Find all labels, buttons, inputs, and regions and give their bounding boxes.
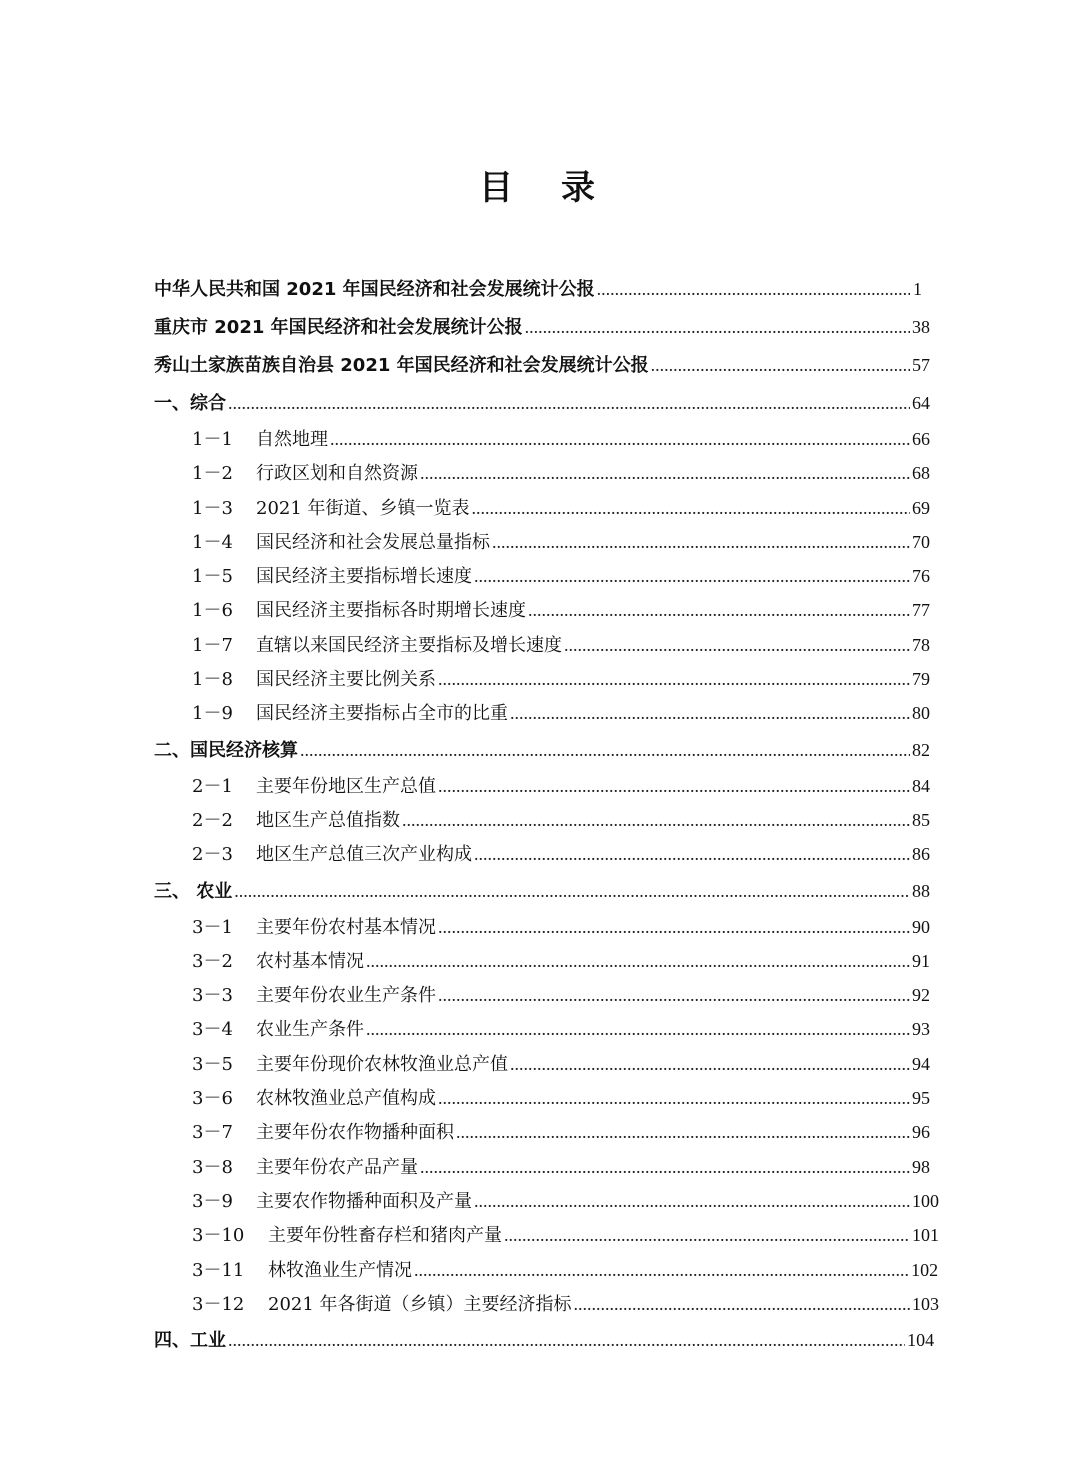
toc-entry-label: 农林牧渔业总产值构成 [256,1088,436,1110]
toc-page-number: 93 [912,1019,930,1040]
toc-table-entry[interactable] [154,1218,939,1252]
toc-entry-code: 1－1 [192,429,233,450]
toc-entry-label: 主要年份牲畜存栏和猪肉产量 [268,1225,502,1247]
toc-page-number: 98 [912,1156,930,1177]
toc-table-entry[interactable] [154,1012,930,1046]
toc-leader-dots [525,308,910,346]
toc-entry-label: 主要农作物播种面积及产量 [256,1190,472,1212]
toc-leader-dots [228,1321,905,1359]
toc-entry-code: 3－7 [192,1122,233,1144]
toc-section-entry[interactable] [154,731,930,769]
toc-entry-code: 1－6 [192,600,233,622]
toc-page-number: 78 [912,634,930,655]
toc-entry-code: 1－3 [192,497,233,519]
toc-page-number: 85 [912,809,930,830]
toc-leader-dots [414,1253,909,1287]
toc-page-number: 96 [912,1122,930,1143]
toc-leader-dots [474,837,910,871]
toc-leader-dots [330,422,910,456]
toc-page-number: 69 [912,497,930,518]
toc-page-number: 64 [911,393,930,413]
toc-table-entry[interactable] [154,1047,930,1081]
toc-entry-label: 地区生产总值指数 [256,809,400,831]
toc-table-entry[interactable] [154,978,930,1012]
toc-leader-dots [300,731,910,769]
toc-table-entry[interactable] [154,491,930,525]
toc-entry-label: 林牧渔业生产情况 [268,1259,412,1281]
toc-page-number: 95 [912,1088,930,1109]
toc-table-entry[interactable] [154,559,930,593]
toc-leader-dots [510,696,910,730]
toc-table-entry[interactable] [154,593,930,627]
toc-section-entry[interactable] [154,1321,935,1359]
toc-leader-dots [597,270,910,308]
toc-entry-code: 2－1 [192,775,233,797]
toc-entry-label: 国民经济主要指标各时期增长速度 [256,600,526,622]
toc-page-number: 103 [912,1293,939,1314]
toc-table-entry[interactable] [154,422,930,456]
toc-leader-dots [420,456,910,490]
toc-leader-dots [504,1218,910,1252]
toc-entry-label: 主要年份农村基本情况 [256,916,436,938]
toc-section-entry[interactable] [154,308,930,346]
toc-page-number: 88 [912,880,930,901]
toc-leader-dots [228,384,910,422]
toc-page-number: 66 [912,429,930,449]
toc-page-number: 38 [912,317,930,337]
toc-section-entry[interactable] [154,872,930,910]
toc-page-number: 100 [912,1190,939,1211]
toc-leader-dots [492,525,910,559]
toc-table-entry[interactable] [154,803,930,837]
toc-entry-code: 2－2 [192,809,233,831]
toc-entry-label: 秀山土家族苗族自治县 2021 年国民经济和社会发展统计公报 [154,355,649,376]
toc-entry-label: 国民经济主要指标占全市的比重 [256,703,508,725]
toc-page-number: 1 [913,279,922,299]
toc-page-number: 82 [912,739,930,760]
toc-entry-label: 主要年份现价农林牧渔业总产值 [256,1053,508,1075]
toc-section-entry[interactable] [154,384,930,422]
toc-table-entry[interactable] [154,1184,939,1218]
toc-leader-dots [438,662,910,696]
toc-entry-label: 2021 年街道、乡镇一览表 [256,497,470,519]
toc-entry-code: 3－2 [192,950,233,972]
toc-page-number: 104 [907,1330,935,1351]
toc-page-number: 92 [912,985,930,1006]
page-title [0,166,1074,210]
toc-page-number: 90 [912,916,930,937]
toc-leader-dots [528,593,910,627]
title-char-2: 录 [561,168,595,208]
toc-table-entry[interactable] [154,1150,930,1184]
toc-table-entry[interactable] [154,1253,939,1287]
toc-table-entry[interactable] [154,696,930,730]
toc-page-number: 57 [912,355,930,375]
toc-entry-label: 主要年份农作物播种面积 [256,1122,454,1144]
toc-entry-code: 1－8 [192,669,233,691]
toc-entry-label: 国民经济主要指标增长速度 [256,566,472,588]
toc-entry-label: 主要年份农业生产条件 [256,985,436,1007]
toc-entry-label: 2021 年各街道（乡镇）主要经济指标 [268,1293,572,1315]
toc-section-entry[interactable] [154,346,930,384]
toc-table-entry[interactable] [154,837,930,871]
toc-entry-label: 中华人民共和国 2021 年国民经济和社会发展统计公报 [154,279,595,300]
toc-table-entry[interactable] [154,1081,930,1115]
toc-entry-label: 三、 农业 [154,880,233,902]
toc-leader-dots [438,978,910,1012]
toc-page-number: 80 [912,703,930,724]
toc-leader-dots [651,346,910,384]
toc-leader-dots [474,1184,910,1218]
toc-leader-dots [420,1150,910,1184]
toc-entry-code: 1－7 [192,634,233,656]
toc-page-number: 86 [912,844,930,865]
toc-leader-dots [438,910,910,944]
toc-entry-label: 主要年份农产品产量 [256,1156,418,1178]
toc-entry-code: 3－4 [192,1019,233,1041]
toc-leader-dots [366,1012,910,1046]
toc-page-number: 77 [912,600,930,621]
toc-entry-label: 自然地理 [256,429,328,450]
toc-leader-dots [234,872,910,910]
toc-leader-dots [472,491,910,525]
toc-entry-code: 3－10 [192,1225,245,1247]
toc-entry-code: 2－3 [192,844,233,866]
toc-table-entry[interactable] [154,456,930,490]
toc-page-number: 84 [912,775,930,796]
toc-entry-label: 国民经济和社会发展总量指标 [256,531,490,553]
toc-table-entry[interactable] [154,910,930,944]
toc-page-number: 76 [912,566,930,587]
toc-table-entry[interactable] [154,525,930,559]
toc-entry-code: 3－5 [192,1053,233,1075]
toc-leader-dots [366,944,910,978]
toc-table-entry[interactable] [154,1287,939,1321]
toc-entry-code: 3－1 [192,916,233,938]
toc-leader-dots [564,628,910,662]
toc-leader-dots [438,1081,910,1115]
toc-entry-code: 3－6 [192,1088,233,1110]
toc-leader-dots [402,803,910,837]
toc-page-number: 91 [912,950,930,971]
toc-table-entry[interactable] [154,662,930,696]
toc-table-entry[interactable] [154,628,930,662]
toc-section-entry[interactable] [154,270,922,308]
toc-page-number: 94 [912,1053,930,1074]
toc-entry-label: 行政区划和自然资源 [256,463,418,485]
toc-entry-label: 直辖以来国民经济主要指标及增长速度 [256,634,562,656]
toc-entry-label: 地区生产总值三次产业构成 [256,844,472,866]
toc-leader-dots [438,769,910,803]
toc-table-entry[interactable] [154,944,930,978]
toc-entry-code: 1－9 [192,703,233,725]
toc-entry-code: 1－5 [192,566,233,588]
toc-page-number: 102 [911,1259,939,1280]
toc-entry-label: 农业生产条件 [256,1019,364,1041]
toc-entry-code: 3－9 [192,1190,233,1212]
toc-entry-label: 四、工业 [154,1330,226,1352]
toc-page-number: 70 [912,531,930,552]
toc-entry-label: 重庆市 2021 年国民经济和社会发展统计公报 [154,317,523,338]
toc-entry-code: 3－3 [192,985,233,1007]
toc-page-number: 101 [912,1225,939,1246]
toc-entry-label: 国民经济主要比例关系 [256,669,436,691]
toc-entry-code: 1－2 [192,463,233,485]
toc-entry-code: 3－12 [192,1293,245,1315]
toc-entry-code: 1－4 [192,531,233,553]
toc-page-number: 68 [912,463,930,484]
title-char-1: 目 [479,168,513,208]
toc-page-number: 79 [912,669,930,690]
toc-leader-dots [574,1287,910,1321]
table-of-contents [154,270,939,1359]
toc-leader-dots [510,1047,910,1081]
toc-entry-label: 一、综合 [154,393,226,414]
toc-entry-label: 主要年份地区生产总值 [256,775,436,797]
toc-entry-code: 3－11 [192,1259,245,1281]
toc-table-entry[interactable] [154,769,930,803]
toc-leader-dots [474,559,910,593]
toc-entry-label: 二、国民经济核算 [154,739,298,761]
toc-table-entry[interactable] [154,1115,930,1149]
toc-leader-dots [456,1115,910,1149]
toc-entry-code: 3－8 [192,1156,233,1178]
toc-entry-label: 农村基本情况 [256,950,364,972]
